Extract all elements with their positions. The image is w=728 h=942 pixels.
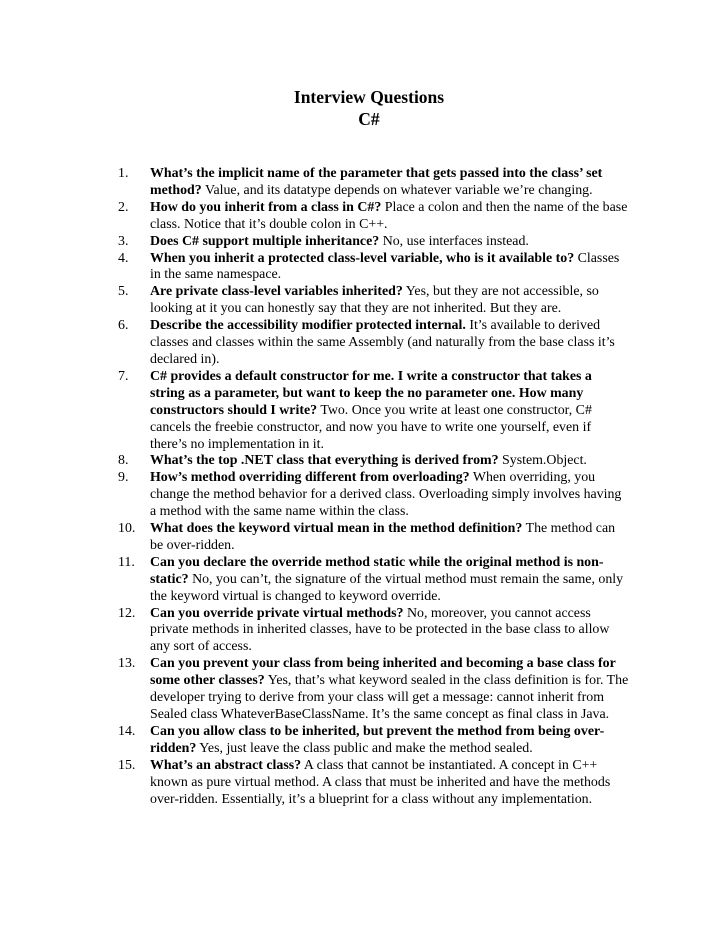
list-item [118, 234, 630, 251]
item-number: 4. [118, 250, 129, 266]
answer-text: Yes, that’s what keyword sealed in the class definition is for. The developer trying to derive from your class will get a message: cannot inherit from Sealed class WhateverBaseClassName. It’s the same concept as final class in Java. [150, 673, 629, 722]
question-list [118, 166, 630, 808]
list-item [118, 606, 630, 657]
list-item [118, 470, 630, 521]
item-number: 5. [118, 284, 129, 300]
question-text: Does C# support multiple inheritance? [150, 233, 380, 249]
question-text: Can you override private virtual methods? [150, 605, 404, 621]
question-text: What’s an abstract class? [150, 757, 302, 773]
list-item [118, 166, 630, 200]
answer-text: A class that cannot be instantiated. A concept in C++ known as pure virtual method. A class that must be inherited and have the methods over-ridden. Essentially, it’s a blueprint for a class without any implementation. [150, 757, 611, 807]
question-text: When you inherit a protected class-level variable, who is it available to? [150, 250, 575, 266]
answer-text: Value, and its datatype depends on whatever variable we’re changing. [204, 182, 593, 198]
list-item [118, 656, 630, 724]
item-number: 2. [118, 199, 129, 215]
list-item [118, 284, 630, 318]
list-item [118, 369, 630, 454]
list-item [118, 318, 630, 369]
item-number: 12. [118, 605, 136, 621]
answer-text: No, use interfaces instead. [382, 233, 529, 249]
list-item [118, 251, 630, 285]
answer-text: Two. Once you write at least one constructor, C# cancels the freebie constructor, and now you have to write one yourself, even if there’s no implementation in it. [150, 402, 592, 452]
answer-text: No, you can’t, the signature of the virtual method must remain the same, only the keyword virtual is changed to keyword override. [150, 571, 624, 604]
item-number: 15. [118, 757, 136, 773]
question-text: What’s the implicit name of the parameter that gets passed into the class’ set method? [150, 166, 603, 198]
item-number: 3. [118, 233, 129, 249]
list-item [118, 200, 630, 234]
question-text: How do you inherit from a class in C#? [150, 199, 382, 215]
item-number: 13. [118, 656, 136, 672]
document-subtitle: C# [358, 109, 380, 129]
title-block [0, 86, 728, 130]
list-item [118, 724, 630, 758]
question-text: C# provides a default constructor for me. I write a constructor that takes a string as a parameter, but want to keep the no parameter one. How many constructors should I write? [150, 368, 592, 418]
answer-text: Yes, but they are not accessible, so looking at it you can honestly say that they are not inherited. But they are. [150, 284, 599, 317]
answer-text: When overriding, you change the method behavior for a derived class. Overloading simply involves having a method with the same name within the class. [150, 470, 622, 520]
item-number: 1. [118, 166, 129, 181]
answer-text: System.Object. [502, 453, 587, 469]
item-number: 6. [118, 318, 129, 334]
list-item [118, 453, 630, 470]
question-text: Can you declare the override method static while the original method is non-static? [150, 554, 604, 587]
answer-text: It’s available to derived classes and classes within the same Assembly (and naturally from the base class it’s declared in). [150, 318, 615, 367]
item-number: 10. [118, 521, 136, 537]
answer-text: Yes, just leave the class public and make the method sealed. [199, 740, 533, 756]
question-text: Can you prevent your class from being inherited and becoming a base class for some other classes? [150, 656, 616, 689]
question-text: How’s method overriding different from overloading? [150, 470, 470, 486]
item-number: 7. [118, 368, 129, 384]
answer-text: The method can be over-ridden. [150, 521, 616, 553]
answer-text: Place a colon and then the name of the base class. Notice that it’s double colon in C++. [150, 199, 628, 232]
item-number: 14. [118, 723, 136, 739]
question-text: What does the keyword virtual mean in the method definition? [150, 521, 523, 537]
list-item [118, 555, 630, 606]
item-number: 8. [118, 453, 129, 469]
document-title: Interview Questions [293, 87, 445, 107]
list-item [118, 758, 630, 809]
answer-text: No, moreover, you cannot access private methods in inherited classes, have to be protected in the base class to allow any sort of access. [150, 605, 610, 655]
answer-text: Classes in the same namespace. [150, 250, 620, 283]
question-text: Describe the accessibility modifier protected internal. [150, 318, 466, 334]
item-number: 9. [118, 470, 129, 486]
question-text: Can you allow class to be inherited, but prevent the method from being over-ridden? [150, 723, 605, 756]
question-text: Are private class-level variables inherited? [150, 284, 403, 300]
question-text: What’s the top .NET class that everything is derived from? [150, 453, 499, 469]
item-number: 11. [118, 554, 135, 570]
list-item [118, 521, 630, 555]
